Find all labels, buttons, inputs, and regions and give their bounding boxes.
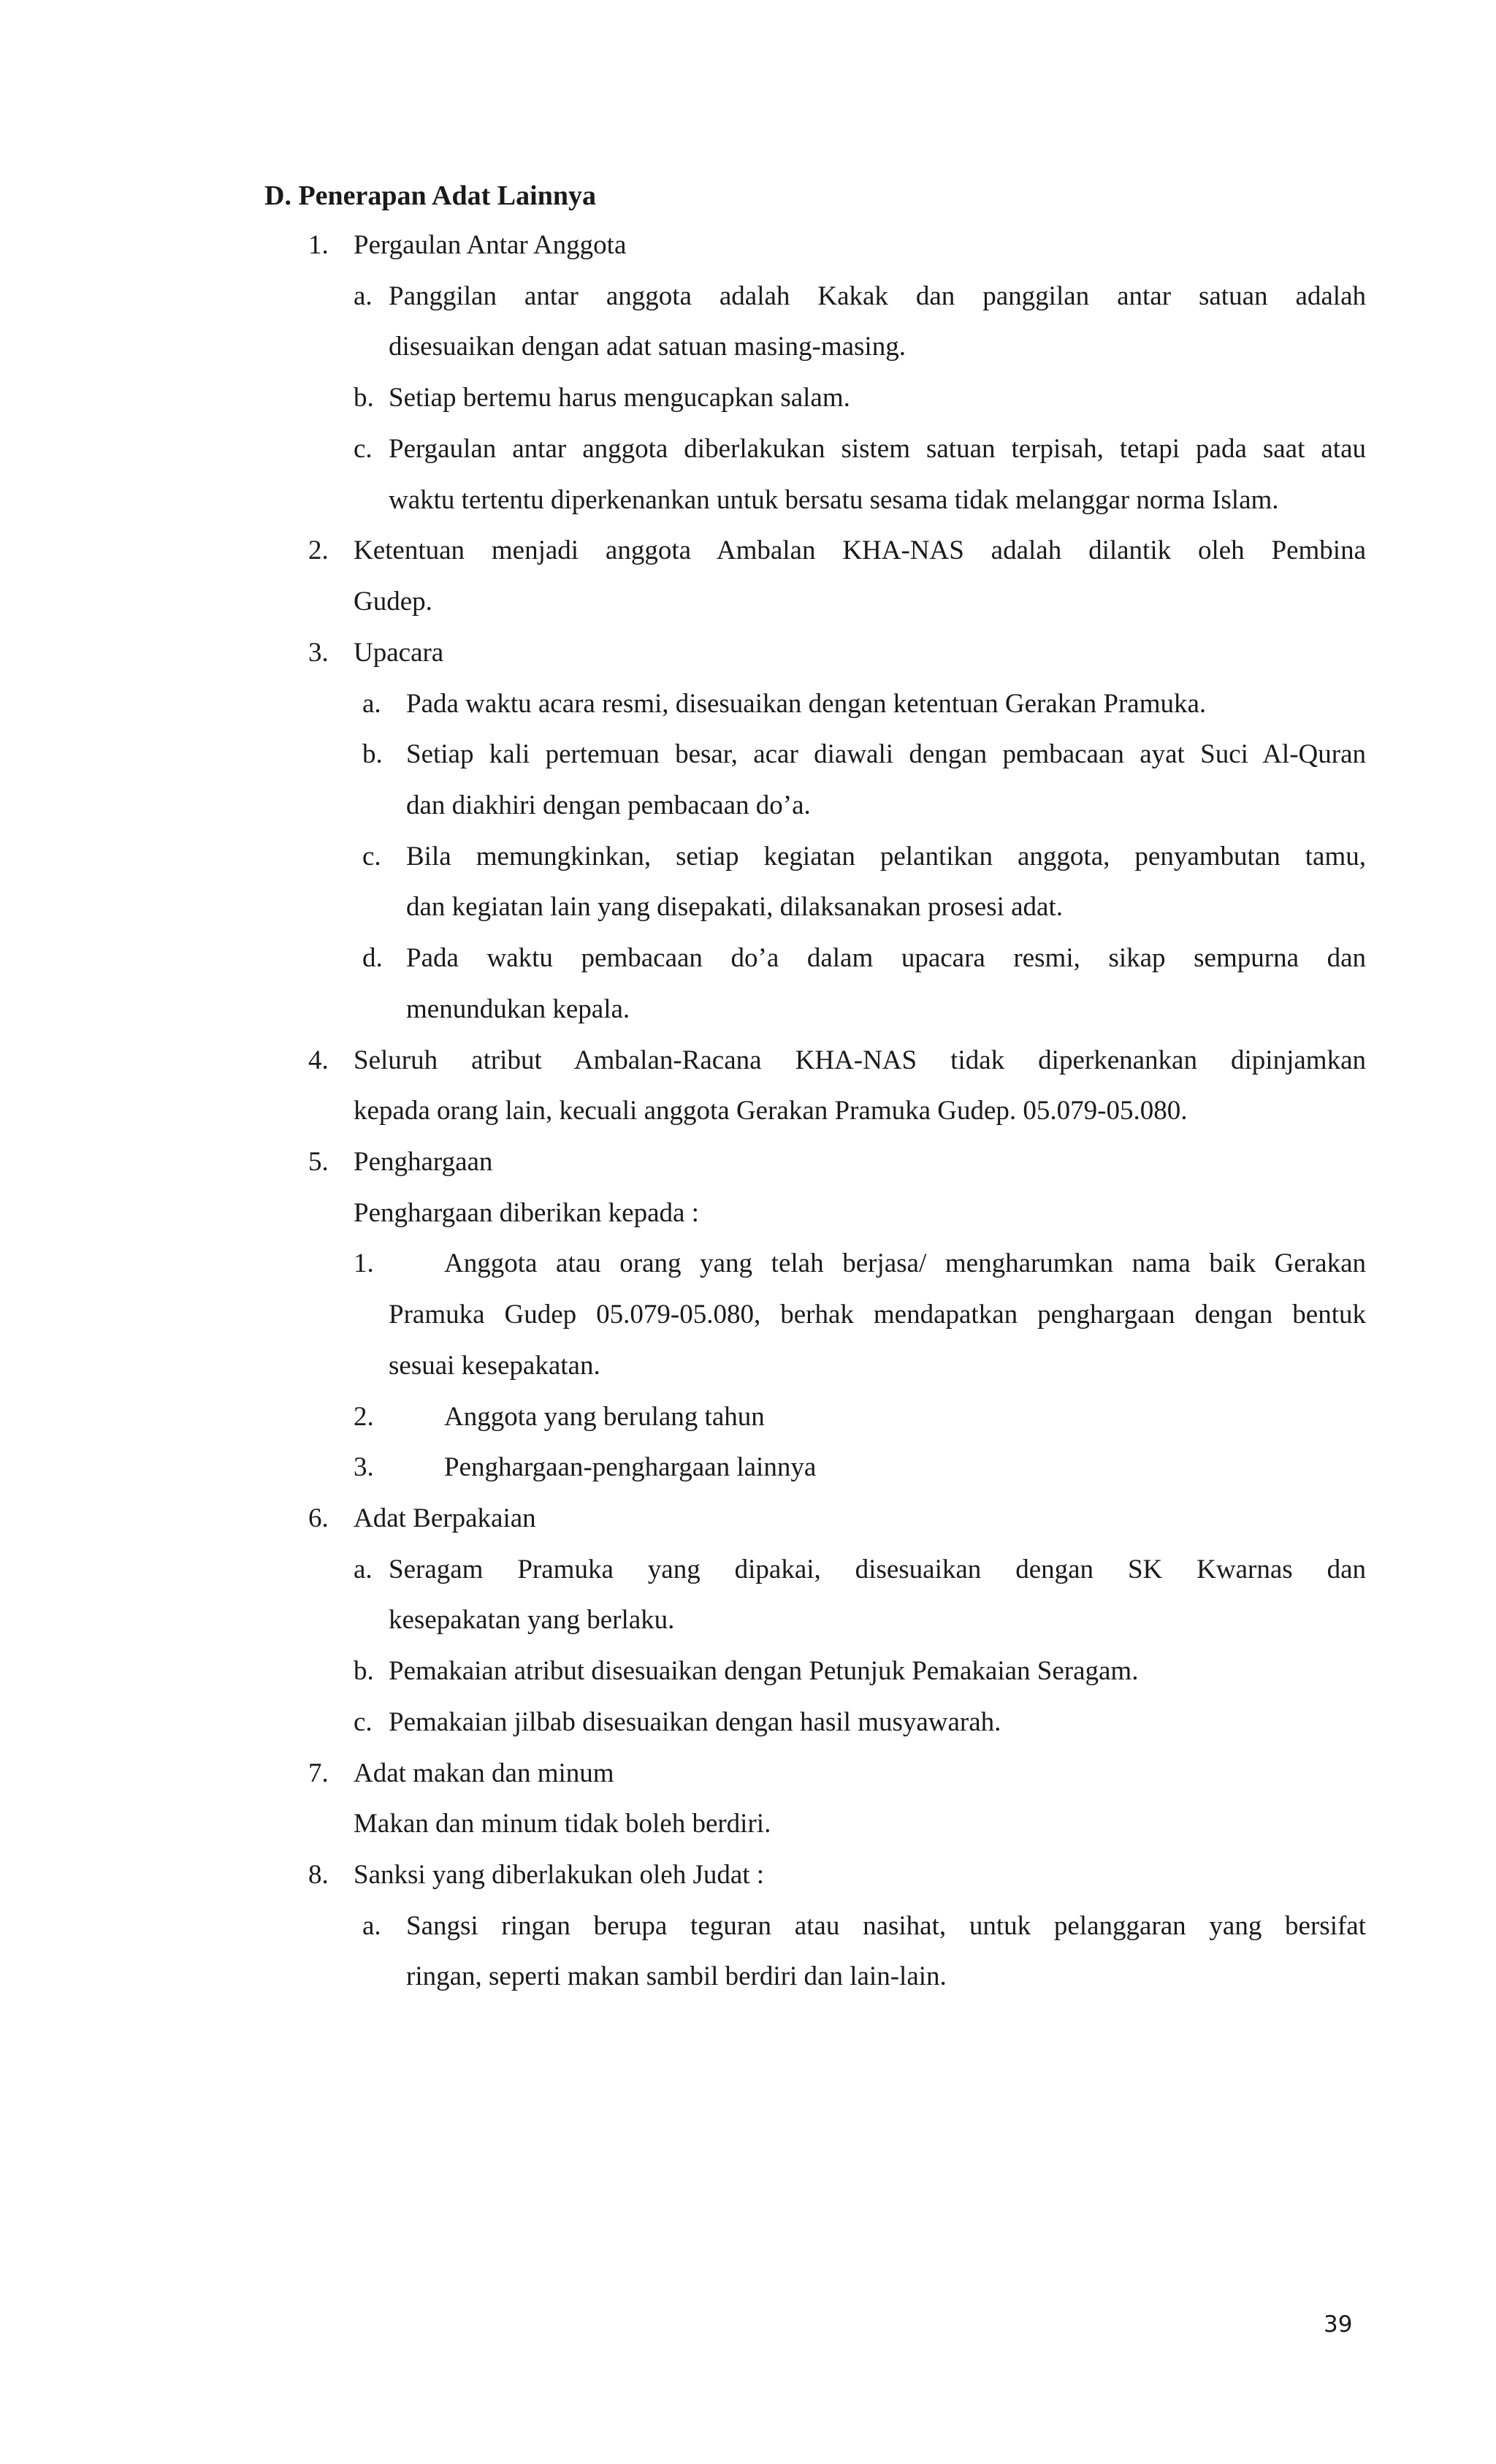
item-number: 4.: [308, 1045, 329, 1075]
item-text: Makan dan minum tidak boleh berdiri.: [354, 1809, 771, 1839]
sub-item-text: Anggota atau orang yang telah berjasa/ mengharumkan nama baik Gerakan: [444, 1248, 1366, 1278]
sub-item-marker: a.: [362, 1911, 381, 1941]
item-number: 6.: [308, 1503, 329, 1533]
sub-item-marker: c.: [354, 1707, 373, 1737]
sub-item-text: Penghargaan-penghargaan lainnya: [444, 1452, 817, 1482]
sub-item-text: Pergaulan antar anggota diberlakukan sistem satuan terpisah, tetapi pada saat atau: [389, 434, 1366, 464]
sub-item-marker: c.: [354, 434, 373, 464]
item-number: 7.: [308, 1758, 329, 1788]
item-number: 3.: [308, 638, 329, 668]
sub-item-marker: d.: [362, 943, 383, 973]
item-text: kepada orang lain, kecuali anggota Gerakan Pramuka Gudep. 05.079-05.080.: [354, 1096, 1188, 1126]
sub-item-marker: b.: [354, 1656, 374, 1686]
sub-item-text: ringan, seperti makan sambil berdiri dan lain-lain.: [406, 1961, 947, 1991]
item-text: Gudep.: [354, 587, 432, 617]
item-title: Pergaulan Antar Anggota: [354, 230, 627, 260]
item-intro: Penghargaan diberikan kepada :: [354, 1198, 699, 1228]
sub-item-text: dan kegiatan lain yang disepakati, dilaksanakan prosesi adat.: [406, 892, 1064, 922]
sub-item-text: Setiap kali pertemuan besar, acar diawali dengan pembacaan ayat Suci Al-Quran: [406, 739, 1366, 769]
section-heading: D. Penerapan Adat Lainnya: [264, 180, 596, 211]
sub-item-text: Pemakaian atribut disesuaikan dengan Petunjuk Pemakaian Seragam.: [389, 1656, 1139, 1686]
sub-item-text: disesuaikan dengan adat satuan masing-masing.: [389, 332, 906, 362]
sub-item-marker: b.: [354, 383, 374, 413]
sub-item-text: Pada waktu acara resmi, disesuaikan dengan ketentuan Gerakan Pramuka.: [406, 689, 1207, 719]
sub-item-text: Setiap bertemu harus mengucapkan salam.: [389, 383, 850, 413]
item-title: Adat Berpakaian: [354, 1503, 536, 1533]
sub-item-number: 2.: [354, 1402, 374, 1432]
sub-item-text: kesepakatan yang berlaku.: [389, 1605, 675, 1635]
sub-item-marker: c.: [362, 842, 381, 871]
page-number: 39: [1324, 2311, 1353, 2338]
item-text: Seluruh atribut Ambalan-Racana KHA-NAS tidak diperkenankan dipinjamkan: [354, 1045, 1366, 1075]
sub-item-text: Pemakaian jilbab disesuaikan dengan hasil musyawarah.: [389, 1707, 1001, 1737]
sub-item-number: 1.: [354, 1248, 374, 1278]
item-title: Adat makan dan minum: [354, 1758, 614, 1788]
sub-item-text: Bila memungkinkan, setiap kegiatan pelantikan anggota, penyambutan tamu,: [406, 842, 1366, 871]
sub-item-text: sesuai kesepakatan.: [389, 1351, 600, 1381]
item-title: Sanksi yang diberlakukan oleh Judat :: [354, 1860, 765, 1890]
sub-item-text: Pramuka Gudep 05.079-05.080, berhak mendapatkan penghargaan dengan bentuk: [389, 1300, 1366, 1330]
sub-item-number: 3.: [354, 1452, 374, 1482]
item-title: Upacara: [354, 638, 444, 668]
sub-item-marker: a.: [362, 689, 381, 719]
sub-item-marker: a.: [354, 1555, 373, 1584]
sub-item-text: Panggilan antar anggota adalah Kakak dan panggilan antar satuan adalah: [389, 281, 1366, 311]
sub-item-text: Sangsi ringan berupa teguran atau nasihat, untuk pelanggaran yang bersifat: [406, 1911, 1366, 1941]
sub-item-text: menundukan kepala.: [406, 994, 630, 1024]
item-number: 8.: [308, 1860, 329, 1890]
sub-item-marker: b.: [362, 739, 383, 769]
sub-item-text: Seragam Pramuka yang dipakai, disesuaikan dengan SK Kwarnas dan: [389, 1555, 1366, 1584]
sub-item-marker: a.: [354, 281, 373, 311]
sub-item-text: waktu tertentu diperkenankan untuk bersatu sesama tidak melanggar norma Islam.: [389, 485, 1279, 515]
item-number: 1.: [308, 230, 329, 260]
sub-item-text: Pada waktu pembacaan do’a dalam upacara resmi, sikap sempurna dan: [406, 943, 1366, 973]
item-text: Ketentuan menjadi anggota Ambalan KHA-NAS adalah dilantik oleh Pembina: [354, 535, 1366, 565]
sub-item-text: Anggota yang berulang tahun: [444, 1402, 765, 1432]
item-number: 2.: [308, 535, 329, 565]
item-title: Penghargaan: [354, 1147, 493, 1177]
sub-item-text: dan diakhiri dengan pembacaan do’a.: [406, 790, 811, 820]
item-number: 5.: [308, 1147, 329, 1177]
